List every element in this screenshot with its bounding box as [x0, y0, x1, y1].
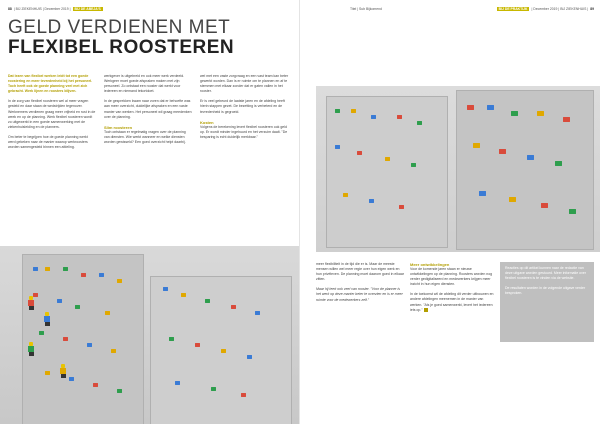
publication-info-right: | December 2019 | BIJ ZIEKENHUIS | — [531, 7, 589, 11]
body-paragraph: Om beter te begrijpen hoe de goede planning werkt werd gekeken naar de manier waarop werkroosters worden samengesteld binnen een afdeling. — [8, 134, 88, 150]
body-paragraph: wel met een vaste zorgvraag en een vast team kan beter gewerkt worden. Dan is er ruimte om te plannen en af te stemmen met elkaar zonder dat er gaten vallen in het rooster. — [200, 74, 289, 94]
publication-info-left: | BIJ ZIEKENHUIS | December 2019 | — [13, 7, 71, 11]
body-paragraph: Voor de komende jaren staan er nieuwe ontwikkelingen op de planning. Roosters worden nog verder gedigitaliseerd en medewerkers krijgen meer inzicht in hun eigen diensten. — [410, 267, 493, 287]
right-column-2 — [410, 262, 494, 422]
left-column-1 — [8, 74, 96, 244]
info-box-text: De resultaten worden in de volgende uitgave verder besproken. — [505, 286, 586, 295]
body-paragraph: Toch ontstaan er regelmatig vragen over de planning van diensten. Wie werkt wanneer en welke diensten worden gewisseld? Een goed overzicht helpt daarbij. — [104, 129, 186, 144]
header-center-text: Titel | Sub Bijkomend — [350, 7, 382, 11]
page-number-right: 89 — [590, 7, 594, 11]
article-lead: Dat lezen van flexibel werken leidt tot een goede roostering en meer tevredenheid bij het personeel. Toch heeft ook de goede planning veel met zich gebracht. Werk lijnen en roosters blijven. — [8, 74, 93, 94]
planning-board-photo — [0, 246, 300, 424]
subheading: Slim roosteren — [104, 124, 133, 130]
end-of-article-icon — [424, 308, 428, 312]
lego-figure — [28, 342, 34, 356]
article-title-line1: GELD VERDIENEN MET — [8, 17, 231, 38]
right-column-1 — [316, 262, 404, 418]
info-box-text: Reacties op dit artikel kunnen naar de redactie van deze uitgave worden gestuurd. Meer informatie over flexibel roosteren is te vinden via de website. — [505, 266, 586, 280]
left-column-2 — [104, 74, 192, 244]
planning-board — [22, 254, 144, 424]
info-box — [500, 262, 594, 342]
subheading: Meer ontwikkelingen — [410, 262, 450, 267]
body-paragraph: In de zorg van flexibel roosteren wel al meer vragen gesteld en daar staan de wedstrijden tegenover. Werknemers verdienen graag meer vrijheid en rust in de week en op de planning. Werk flexibel roosteren wordt zo uitgewerkt in een goede samenwerking met de ziekenhuisleiding en de planners. — [8, 99, 96, 129]
body-paragraph: meer flexibiliteit in de tijd die er is. Maar de meeste mensen willen wel meer regie over hun eigen werk en hun privéleven. De planning moet daarom goed in elkaar zitten. — [316, 262, 404, 282]
body-paragraph: In de gesprekken kwam naar voren dat er behoefte was aan meer overzicht, duidelijke afspraken en een vaste manier van werken. Het personeel wil graag meedenken over de planning. — [104, 99, 192, 119]
body-paragraph: Volgens de berekening levert flexibel roosteren ook geld op. Er wordt minder ingehuurd en het verzuim daalt. "De besparing is echt duidelijk merkbaar." — [200, 124, 288, 139]
body-paragraph: Er is veel gebeurd de laatste jaren en de afdeling heeft hierin stappen gezet. De bezetting is verbeterd en de tevredenheid is gegroeid. — [200, 99, 285, 114]
lego-figure — [28, 296, 34, 310]
section-badge-left: BIJ DE ABEJA'S — [74, 7, 101, 11]
subheading: Kosten — [200, 119, 214, 125]
section-badge-right: BIJ DE PRAKTIJK — [498, 7, 528, 11]
lego-figure — [44, 312, 50, 326]
body-paragraph — [410, 292, 494, 312]
planning-board-far — [150, 276, 292, 424]
planning-board-photo-right — [316, 86, 600, 252]
left-column-3 — [200, 74, 292, 244]
planning-board — [326, 96, 448, 248]
body-paragraph: Maar hij leert ook veel van rooster. "Voor de planner is het werk op deze manier beter te overzien en is er meer ruimte voor de medewerkers zelf." — [316, 287, 403, 302]
closing-paragraph: In de toekomst wil de afdeling dit verder uitbouwen en andere afdelingen meenemen in de manier van werken. "Als je goed samenwerkt, levert het iedereen iets op." — [410, 292, 494, 312]
planning-board-near — [456, 90, 594, 250]
right-page-header — [497, 7, 594, 11]
body-paragraph: werkgever is uitgebreid en ook meer werk verdeeld. Werkgeer moet goede afspraken maken met zijn personeel. Zo ontstaat een rooster dat werkt voor iedereen en niemand tekortdoet. — [104, 74, 185, 94]
right-page — [300, 0, 600, 424]
article-title-line2: FLEXIBEL ROOSTEREN — [8, 37, 235, 58]
lego-figure — [60, 364, 66, 378]
left-page-header — [8, 7, 103, 11]
page-number-left: 88 — [8, 7, 12, 11]
right-page-center-header — [350, 7, 382, 11]
